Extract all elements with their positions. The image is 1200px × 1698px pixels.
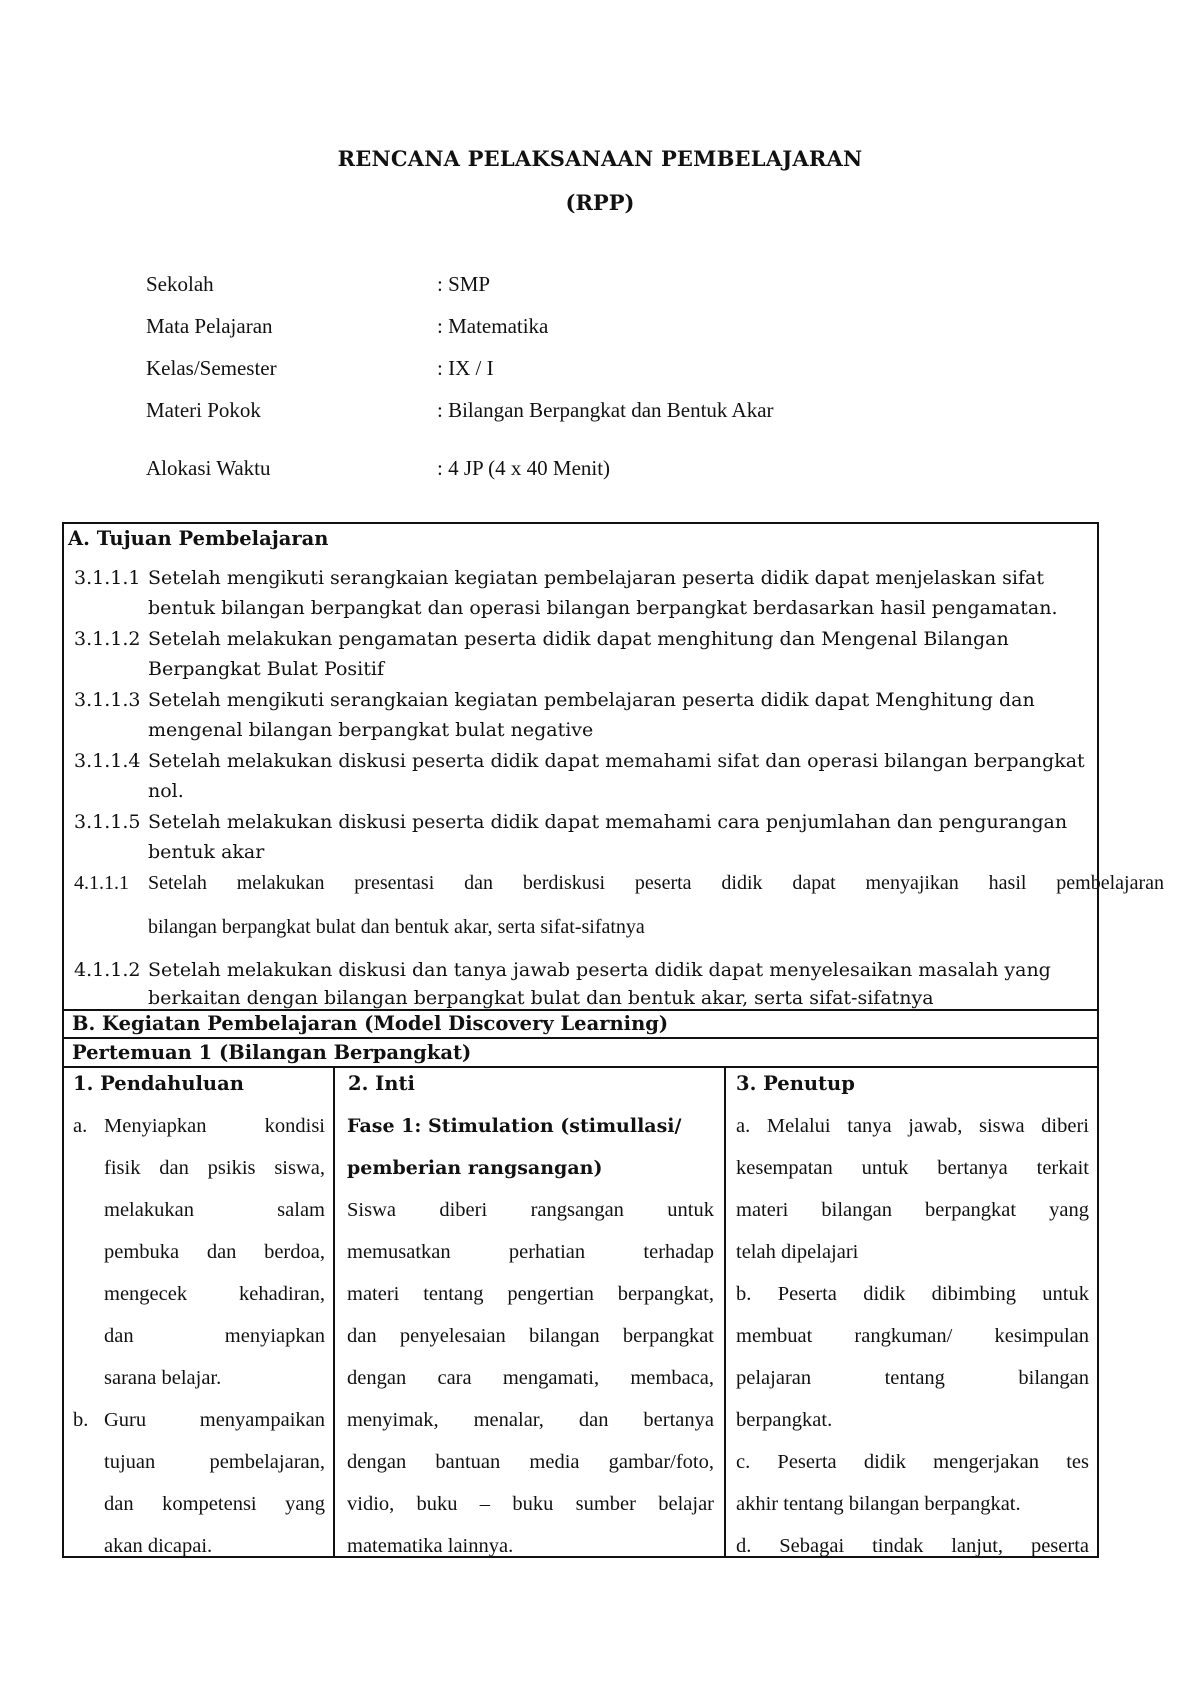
objective-number: 4.1.1.1: [74, 872, 129, 894]
column-heading-pendahuluan: 1. Pendahuluan: [73, 1072, 244, 1095]
pendahuluan-line: [73, 1105, 325, 1147]
column-heading-penutup: 3. Penutup: [736, 1072, 855, 1095]
objective-text: berkaitan dengan bilangan berpangkat bulat dan bentuk akar, serta sifat-sifatnya: [148, 987, 934, 1009]
pendahuluan-line: sarana belajar.: [104, 1367, 222, 1389]
objective-number: 3.1.1.2: [74, 628, 141, 650]
identity-row-school: [146, 272, 1046, 302]
fase-heading: pemberian rangsangan): [347, 1157, 603, 1179]
inti-content: [347, 1105, 714, 1567]
document-title: RENCANA PELAKSANAAN PEMBELAJARAN: [337, 146, 863, 171]
identity-value: : Matematika: [437, 314, 549, 338]
objective-text: nol.: [148, 780, 184, 802]
identity-value: : Bilangan Berpangkat dan Bentuk Akar: [437, 398, 774, 422]
objective-text: Setelah mengikuti serangkaian kegiatan pembelajaran peserta didik dapat menjelaskan sifat: [148, 567, 1044, 589]
pendahuluan-line: pembuka dan berdoa,: [104, 1241, 325, 1263]
section-a-heading: A. Tujuan Pembelajaran: [68, 527, 329, 550]
objective-text: Setelah mengikuti serangkaian kegiatan pembelajaran peserta didik dapat Menghitung dan: [148, 689, 1035, 711]
pendahuluan-line: dan kompetensi yang: [104, 1493, 325, 1515]
pendahuluan-content: [73, 1105, 325, 1567]
objective-text: Setelah melakukan diskusi dan tanya jawab peserta didik dapat menyelesaikan masalah yang: [148, 959, 1051, 981]
identity-value: : SMP: [437, 272, 491, 296]
pendahuluan-line: fisik dan psikis siswa,: [104, 1157, 325, 1179]
penutup-line: a. Melalui tanya jawab, siswa diberi: [736, 1115, 1089, 1137]
objective-number: 3.1.1.3: [74, 689, 141, 711]
fase-heading: Fase 1: Stimulation (stimullasi/: [347, 1115, 682, 1137]
identity-value: : IX / I: [437, 356, 494, 380]
pendahuluan-line: [73, 1399, 325, 1441]
objective-text: Berpangkat Bulat Positif: [148, 658, 384, 680]
pendahuluan-line: akan dicapai.: [104, 1535, 213, 1557]
pendahuluan-line: melakukan salam: [104, 1199, 325, 1221]
pendahuluan-text: Guru menyampaikan: [104, 1409, 325, 1431]
list-marker: b.: [73, 1409, 89, 1431]
column-divider: [333, 1066, 335, 1558]
document-subtitle: (RPP): [565, 190, 635, 215]
objective-text: bentuk akar: [148, 841, 265, 863]
objective-number: 4.1.1.2: [74, 959, 141, 981]
identity-label: Mata Pelajaran: [146, 314, 273, 338]
inti-line: menyimak, menalar, dan bertanya: [347, 1409, 714, 1431]
penutup-content: [736, 1105, 1089, 1567]
column-heading-inti: 2. Inti: [348, 1072, 415, 1095]
pendahuluan-line: tujuan pembelajaran,: [104, 1451, 325, 1473]
inti-line: Siswa diberi rangsangan untuk: [347, 1199, 714, 1221]
penutup-line: c. Peserta didik mengerjakan tes: [736, 1451, 1089, 1473]
objective-text: bilangan berpangkat bulat dan bentuk akar, serta sifat-sifatnya: [148, 916, 645, 938]
inti-line: materi tentang pengertian berpangkat,: [347, 1283, 714, 1305]
meeting-heading: Pertemuan 1 (Bilangan Berpangkat): [72, 1041, 472, 1064]
inti-line: memusatkan perhatian terhadap: [347, 1241, 714, 1263]
inti-line: matematika lainnya.: [347, 1535, 514, 1557]
objective-text: Setelah melakukan diskusi peserta didik dapat memahami sifat dan operasi bilangan berpangkat: [148, 750, 1085, 772]
penutup-line: akhir tentang bilangan berpangkat.: [736, 1493, 1021, 1515]
objective-text: bentuk bilangan berpangkat dan operasi bilangan berpangkat berdasarkan hasil pengamatan.: [148, 597, 1058, 619]
identity-label: Sekolah: [146, 272, 214, 296]
penutup-line: materi bilangan berpangkat yang: [736, 1199, 1089, 1221]
pendahuluan-line: mengecek kehadiran,: [104, 1283, 325, 1305]
objective-text: mengenal bilangan berpangkat bulat negative: [148, 719, 594, 741]
column-divider: [724, 1066, 726, 1558]
penutup-line: berpangkat.: [736, 1409, 833, 1431]
identity-label: Kelas/Semester: [146, 356, 277, 380]
objective-number: 3.1.1.1: [74, 567, 141, 589]
penutup-line: b. Peserta didik dibimbing untuk: [736, 1283, 1089, 1305]
objective-text: Setelah melakukan pengamatan peserta didik dapat menghitung dan Mengenal Bilangan: [148, 628, 1009, 650]
list-marker: a.: [73, 1115, 88, 1137]
inti-line: dengan bantuan media gambar/foto,: [347, 1451, 714, 1473]
section-b-heading: B. Kegiatan Pembelajaran (Model Discovery Learning): [72, 1012, 669, 1035]
penutup-line: d. Sebagai tindak lanjut, peserta: [736, 1535, 1089, 1557]
pendahuluan-line: dan menyiapkan: [104, 1325, 325, 1347]
identity-row-time: [146, 456, 1046, 486]
identity-row-class: [146, 356, 1046, 386]
objective-number: 3.1.1.5: [74, 811, 141, 833]
penutup-line: membuat rangkuman/ kesimpulan: [736, 1325, 1089, 1347]
objective-text: Setelah melakukan diskusi peserta didik dapat memahami cara penjumlahan dan pengurangan: [148, 811, 1068, 833]
objective-text: Setelah melakukan presentasi dan berdiskusi peserta didik dapat menyajikan hasil pembelajaran: [148, 872, 1164, 894]
identity-label: Materi Pokok: [146, 398, 261, 422]
objective-number: 3.1.1.4: [74, 750, 141, 772]
identity-value: : 4 JP (4 x 40 Menit): [437, 456, 611, 480]
identity-label: Alokasi Waktu: [146, 456, 271, 480]
pendahuluan-text: Menyiapkan kondisi: [104, 1115, 325, 1137]
penutup-line: pelajaran tentang bilangan: [736, 1367, 1089, 1389]
identity-row-subject: [146, 314, 1046, 344]
inti-line: vidio, buku – buku sumber belajar: [347, 1493, 714, 1515]
identity-row-topic: [146, 398, 1046, 428]
penutup-line: telah dipelajari: [736, 1241, 859, 1263]
inti-line: dengan cara mengamati, membaca,: [347, 1367, 714, 1389]
penutup-line: kesempatan untuk bertanya terkait: [736, 1157, 1089, 1179]
inti-line: dan penyelesaian bilangan berpangkat: [347, 1325, 714, 1347]
